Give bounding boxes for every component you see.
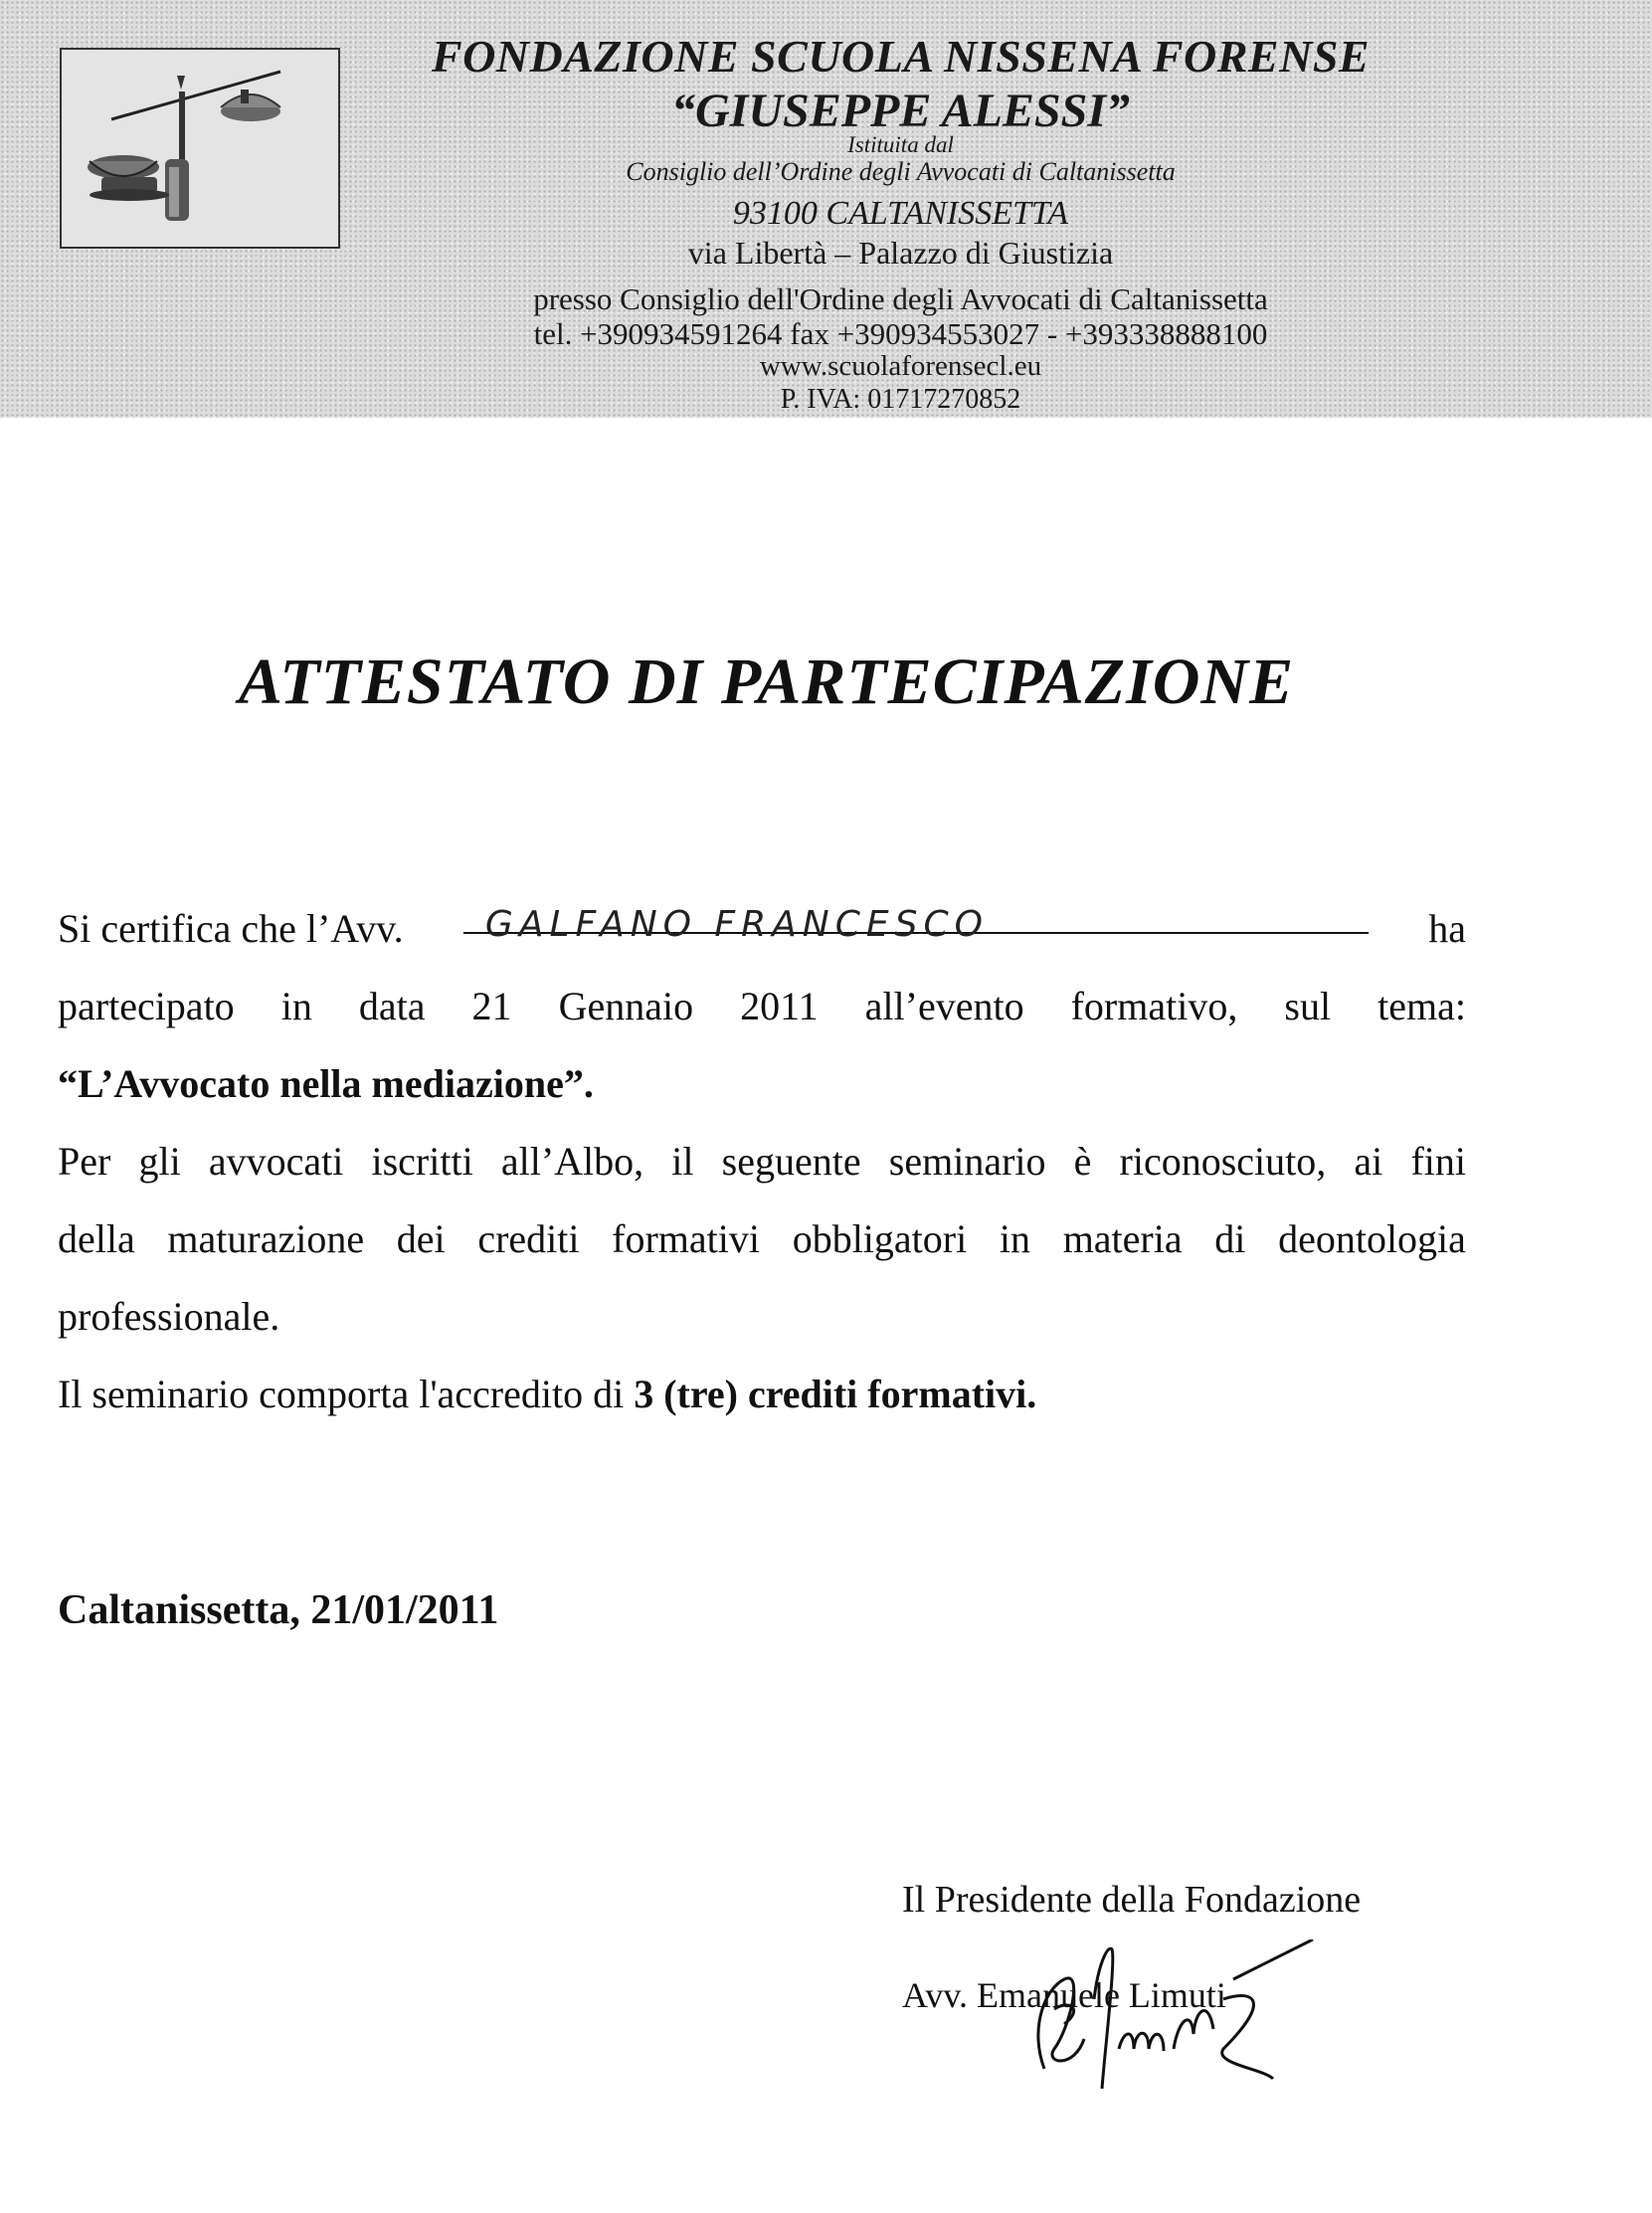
line4-word: avvocati	[208, 1139, 344, 1184]
line4-word: Per	[58, 1139, 111, 1184]
cert-line-2	[58, 968, 1466, 1045]
handwritten-signature	[1024, 1939, 1343, 2099]
line5-word: dei	[396, 1216, 446, 1261]
line4-word: seminario	[888, 1139, 1046, 1184]
line5-word: in	[999, 1216, 1031, 1261]
istituita-line: Istituita dal	[847, 132, 954, 157]
line5-word: crediti	[477, 1216, 580, 1261]
credits-line	[58, 1356, 1466, 1433]
line2-word: 2011	[740, 984, 819, 1028]
event-topic: “L’Avvocato nella mediazione”.	[58, 1061, 594, 1106]
presso-line: presso Consiglio dell'Ordine degli Avvocati di Caltanissetta	[533, 281, 1268, 316]
line2-word: data	[358, 984, 426, 1028]
city-line: 93100 CALTANISSETTA	[732, 195, 1069, 232]
line2-word: tema:	[1377, 984, 1466, 1028]
letterhead	[0, 0, 1652, 418]
line5-word: obbligatori	[792, 1216, 968, 1261]
address-line: via Libertà – Palazzo di Giustizia	[687, 235, 1114, 271]
line5-word: di	[1214, 1216, 1246, 1261]
line4-word: fini	[1410, 1139, 1466, 1184]
handwritten-attendee-name: GALFANO FRANCESCO	[484, 904, 989, 945]
cert-line-6: professionale.	[58, 1294, 280, 1339]
line4-word: ai	[1354, 1139, 1383, 1184]
line2-word: partecipato	[58, 984, 235, 1028]
place-date: Caltanissetta, 21/01/2011	[58, 1587, 499, 1633]
line5-word: della	[58, 1216, 135, 1261]
line4-word: seguente	[721, 1139, 861, 1184]
website-line: www.scuolaforensecl.eu	[759, 350, 1042, 382]
piva-line: P. IVA: 01717270852	[780, 384, 1021, 415]
line2-word: all’evento	[864, 984, 1024, 1028]
line4-word: gli	[138, 1139, 181, 1184]
foundation-subtitle: “GIUSEPPE ALESSI”	[670, 85, 1130, 137]
line2-word: Gennaio	[558, 984, 694, 1028]
signatory-name: Avv. Emanuele Limuti	[902, 1975, 1226, 2015]
line2-word: sul	[1284, 984, 1332, 1028]
credits-amount: 3 (tre) crediti formativi.	[634, 1372, 1037, 1416]
line5-word: materia	[1062, 1216, 1183, 1261]
document-title: ATTESTATO DI PARTECIPAZIONE	[238, 645, 1295, 718]
line2-word: in	[280, 984, 312, 1028]
line4-word: riconosciuto,	[1119, 1139, 1327, 1184]
line5-word: formativi	[612, 1216, 761, 1261]
cert-line-4	[58, 1123, 1466, 1200]
foundation-name: FONDAZIONE SCUOLA NISSENA FORENSE	[431, 31, 1371, 82]
line4-word: il	[671, 1139, 694, 1184]
line2-word: formativo,	[1070, 984, 1238, 1028]
cert-ha: ha	[1428, 906, 1466, 951]
line2-word: 21	[471, 984, 512, 1028]
signatory-role: Il Presidente della Fondazione	[902, 1879, 1362, 1921]
cert-line-1	[58, 890, 1466, 968]
line4-word: all’Albo,	[500, 1139, 644, 1184]
line4-word: iscritti	[371, 1139, 473, 1184]
line5-word: deontologia	[1278, 1216, 1466, 1261]
cert-line-5	[58, 1200, 1466, 1278]
consiglio-line: Consiglio dell’Ordine degli Avvocati di Caltanissetta	[626, 157, 1176, 186]
line5-word: maturazione	[167, 1216, 365, 1261]
credits-prefix: Il seminario comporta l'accredito di	[58, 1372, 635, 1416]
line4-word: è	[1073, 1139, 1092, 1184]
cert-prefix: Si certifica che l’Avv.	[58, 906, 404, 951]
attendee-name-field	[463, 882, 1369, 945]
contacts-line: tel. +390934591264 fax +390934553027 - +393338888100	[533, 316, 1268, 351]
certificate-body	[58, 890, 1466, 1433]
